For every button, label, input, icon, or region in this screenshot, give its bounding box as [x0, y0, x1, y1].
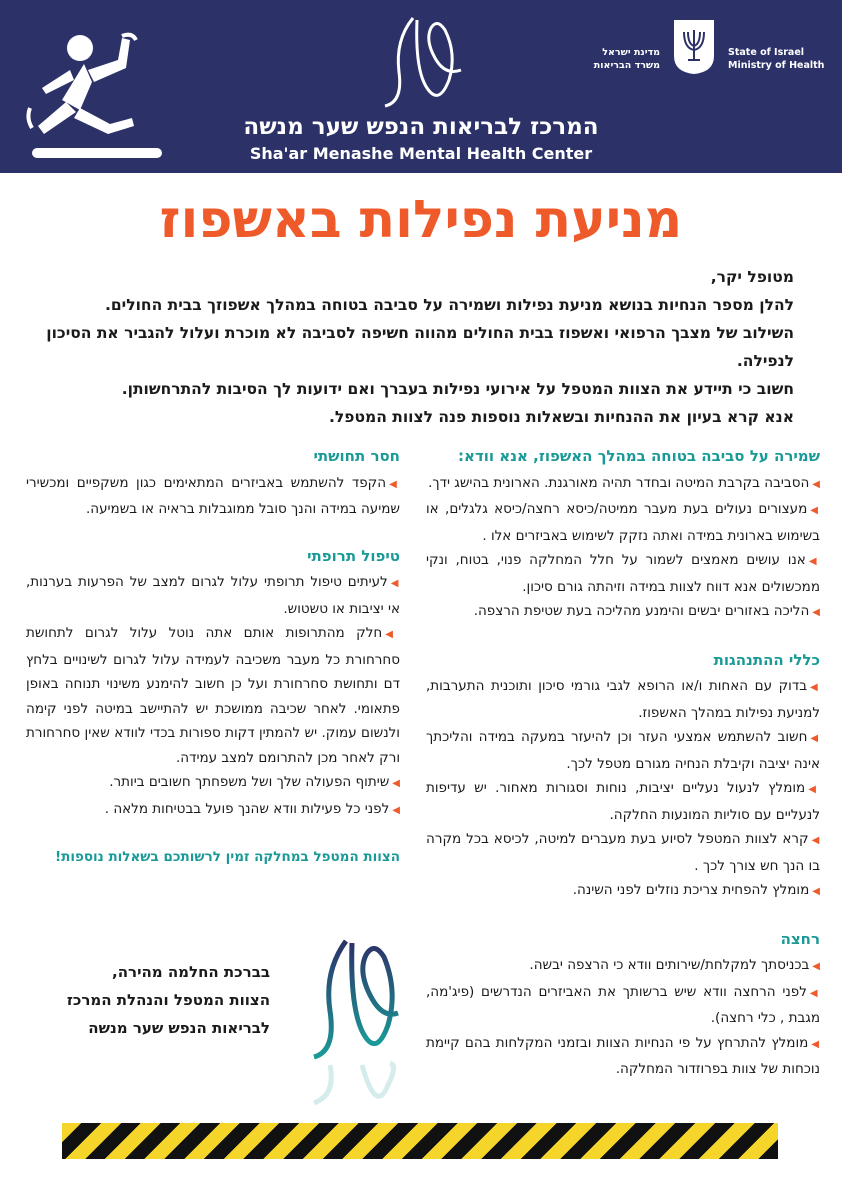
- bullet-icon: ◀: [385, 629, 400, 640]
- bullet-icon: ◀: [810, 733, 820, 744]
- list-item: ◀לפני הרחצה וודא שיש ברשותך את האביזרים הנדרשים (פיג'מה, מגבת , כלי רחצה).: [426, 983, 820, 1026]
- gov-he-line1: מדינת ישראל: [602, 47, 660, 58]
- bullet-icon: ◀: [810, 682, 820, 693]
- bullet-icon: ◀: [811, 1038, 820, 1050]
- section-title-medication: טיפול תרופתי: [307, 546, 400, 565]
- bullet-icon: ◀: [389, 478, 400, 490]
- bullet-icon: ◀: [812, 478, 820, 490]
- bullet-icon: ◀: [392, 778, 400, 789]
- intro-greeting: מטופל יקר,: [710, 268, 794, 286]
- list-item: ◀לפני כל פעילות וודא שהנך פועל בבטיחות מלאה .: [104, 800, 400, 817]
- bullet-icon: ◀: [392, 804, 400, 816]
- right-column: [426, 444, 820, 1082]
- left-column: [26, 444, 400, 870]
- bullet-icon: ◀: [808, 556, 820, 567]
- bullet-icon: ◀: [811, 835, 820, 846]
- list-item: ◀שיתוף הפעולה שלך ושל משפחתך חשובים ביותר.: [109, 774, 400, 790]
- gov-he-line2: משרד הבריאות: [593, 60, 660, 71]
- center-name-hebrew: המרכז לבריאות הנפש שער מנשה: [243, 114, 599, 140]
- center-logo-colored: [300, 935, 410, 1125]
- state-emblem-icon: [668, 16, 720, 76]
- hazard-stripe: [62, 1123, 778, 1159]
- section-title-bathing: רחצה: [780, 929, 820, 948]
- header-banner: [0, 0, 842, 173]
- list-item: ◀חשוב להשתמש אמצעי העזר וכן להיעזר במעקה במידה והליכתך אינה יציבה וקיבלת הנחיה מגורם מטפל לכך.: [426, 729, 820, 772]
- section-title-conduct: כללי ההתנהגות: [713, 650, 820, 669]
- list-item: ◀לעיתים טיפול תרופתי עלול לגרום למצב של הפרעות בערנות, אי יציבות או טשטוש.: [26, 574, 400, 617]
- section-title-safe-environment: שמירה על סביבה בטוחה במהלך האשפוז, אנא וודא:: [458, 447, 820, 465]
- intro-line: אנא קרא בעיון את ההנחיות ובשאלות נוספות פנה לצוות המטפל.: [328, 408, 794, 426]
- signoff: [30, 958, 270, 1042]
- bullet-icon: ◀: [812, 886, 820, 897]
- signoff-line: הצוות המטפל והנהלת המרכז: [66, 991, 270, 1009]
- gov-en-line1: State of Israel: [728, 47, 805, 58]
- list-item: ◀הליכה באזורים יבשים והימנע מהליכה בעת שטיפת הרצפה.: [473, 603, 820, 619]
- section-title-sensory: חסר תחושתי: [313, 447, 400, 465]
- bullet-icon: ◀: [390, 578, 400, 589]
- intro-line: השילוב של מצבך הרפואי ואשפוז בבית החולים מהווה חשיפה לסביבה לא מוכרת ועלול להגביר את הסיכון לנפילה.: [46, 324, 794, 370]
- list-item: ◀בדוק עם האחות ו/או הרופא לגבי גורמי סיכון ותוכנית התערבות, למניעת נפילות במהלך האשפוז.: [426, 678, 820, 721]
- list-item: ◀מעצורים נעולים בעת מעבר ממיטה/כיסא רחצה/כיסא גלגלים, או בשימוש בארונית במידה ואתה נזקק לשימוש באביזרים אלו .: [426, 501, 820, 544]
- ministry-name-english: [728, 46, 838, 72]
- list-item: ◀אנו עושים מאמצים לשמור על חלל המחלקה פנוי, בטוח, ונקי ממכשולים אנא דווח לצוות במידה וזיהתה גורם סיכון.: [426, 552, 820, 595]
- bullet-icon: ◀: [808, 784, 820, 795]
- signoff-line: בברכת החלמה מהירה,: [112, 963, 270, 981]
- signoff-line: לבריאות הנפש שער מנשה: [88, 1019, 270, 1037]
- ministry-name-hebrew: [580, 46, 660, 72]
- list-item: ◀הסביבה בקרבת המיטה ובחדר תהיה מאורגנת. הארונית בהישג ידך.: [428, 474, 820, 491]
- staff-available-note: הצוות המטפל במחלקה זמין לרשותכם בשאלות נוספות!: [54, 849, 400, 865]
- page-title: מניעת נפילות באשפוז: [159, 190, 683, 250]
- list-item: ◀מומלץ לנעול נעליים יציבות, נוחות וסגורות מאחור. יש עדיפות לנעליים עם סוליות המונעות החלקה.: [426, 780, 820, 823]
- intro-line: להלן מספר הנחיות בנושא מניעת נפילות ושמירה על סביבה בטוחה במהלך אשפוזך בבית החולים.: [104, 296, 794, 314]
- intro-text: [34, 263, 794, 431]
- center-logo: [365, 10, 475, 115]
- bullet-icon: ◀: [809, 987, 820, 999]
- list-item: ◀הקפד להשתמש באביזרים המתאימים כגון משקפיים ומכשירי שמיעה במידה והנך סובל ממוגבלות בראיה או בשמיעה.: [26, 474, 400, 517]
- intro-line: חשוב כי תיידע את הצוות המטפל על אירועי נפילות בעברך ואם ידועות לך הסיבות להתרחשותן.: [121, 380, 794, 398]
- gov-en-line2: Ministry of Health: [728, 60, 825, 71]
- list-item: ◀מומלץ להתרחץ על פי הנחיות הצוות ובזמני המקלחות בהם קיימת נוכחות של צוות בפרוזדור המחלקה.: [426, 1034, 820, 1077]
- bullet-icon: ◀: [810, 505, 820, 516]
- list-item: ◀קרא לצוות המטפל לסיוע בעת מעברים למיטה, לכיסא בכל מקרה בו הנך חש צורך לכך .: [426, 831, 820, 874]
- bullet-icon: ◀: [812, 607, 820, 618]
- list-item: ◀מומלץ להפחית צריכת נוזלים לפני השינה.: [572, 882, 820, 898]
- list-item: ◀בכניסתך למקלחת/שירותים וודא כי הרצפה יבשה.: [529, 957, 820, 973]
- list-item: ◀חלק מהתרופות אותם אתה נוטל עלול לגרום לתחושת סחרחורת כל מעבר משכיבה לעמידה עלול לגרום לשינויים בלחץ דם ותחושת סחרחורת ועל כן חשוב להימנע משינוי תנוחה באופן פתאומי. לאחר שכיבה ממושכת יש להתיישב במיטה לפני קימה ולנשום עמוק. יש להמתין דקות ספורות בכדי לוודא שאין סחרחורת ורק לאחר מכן להתרומם למצב עמידה.: [26, 625, 400, 766]
- center-name-english: Sha'ar Menashe Mental Health Center: [249, 144, 593, 163]
- bullet-icon: ◀: [812, 961, 820, 972]
